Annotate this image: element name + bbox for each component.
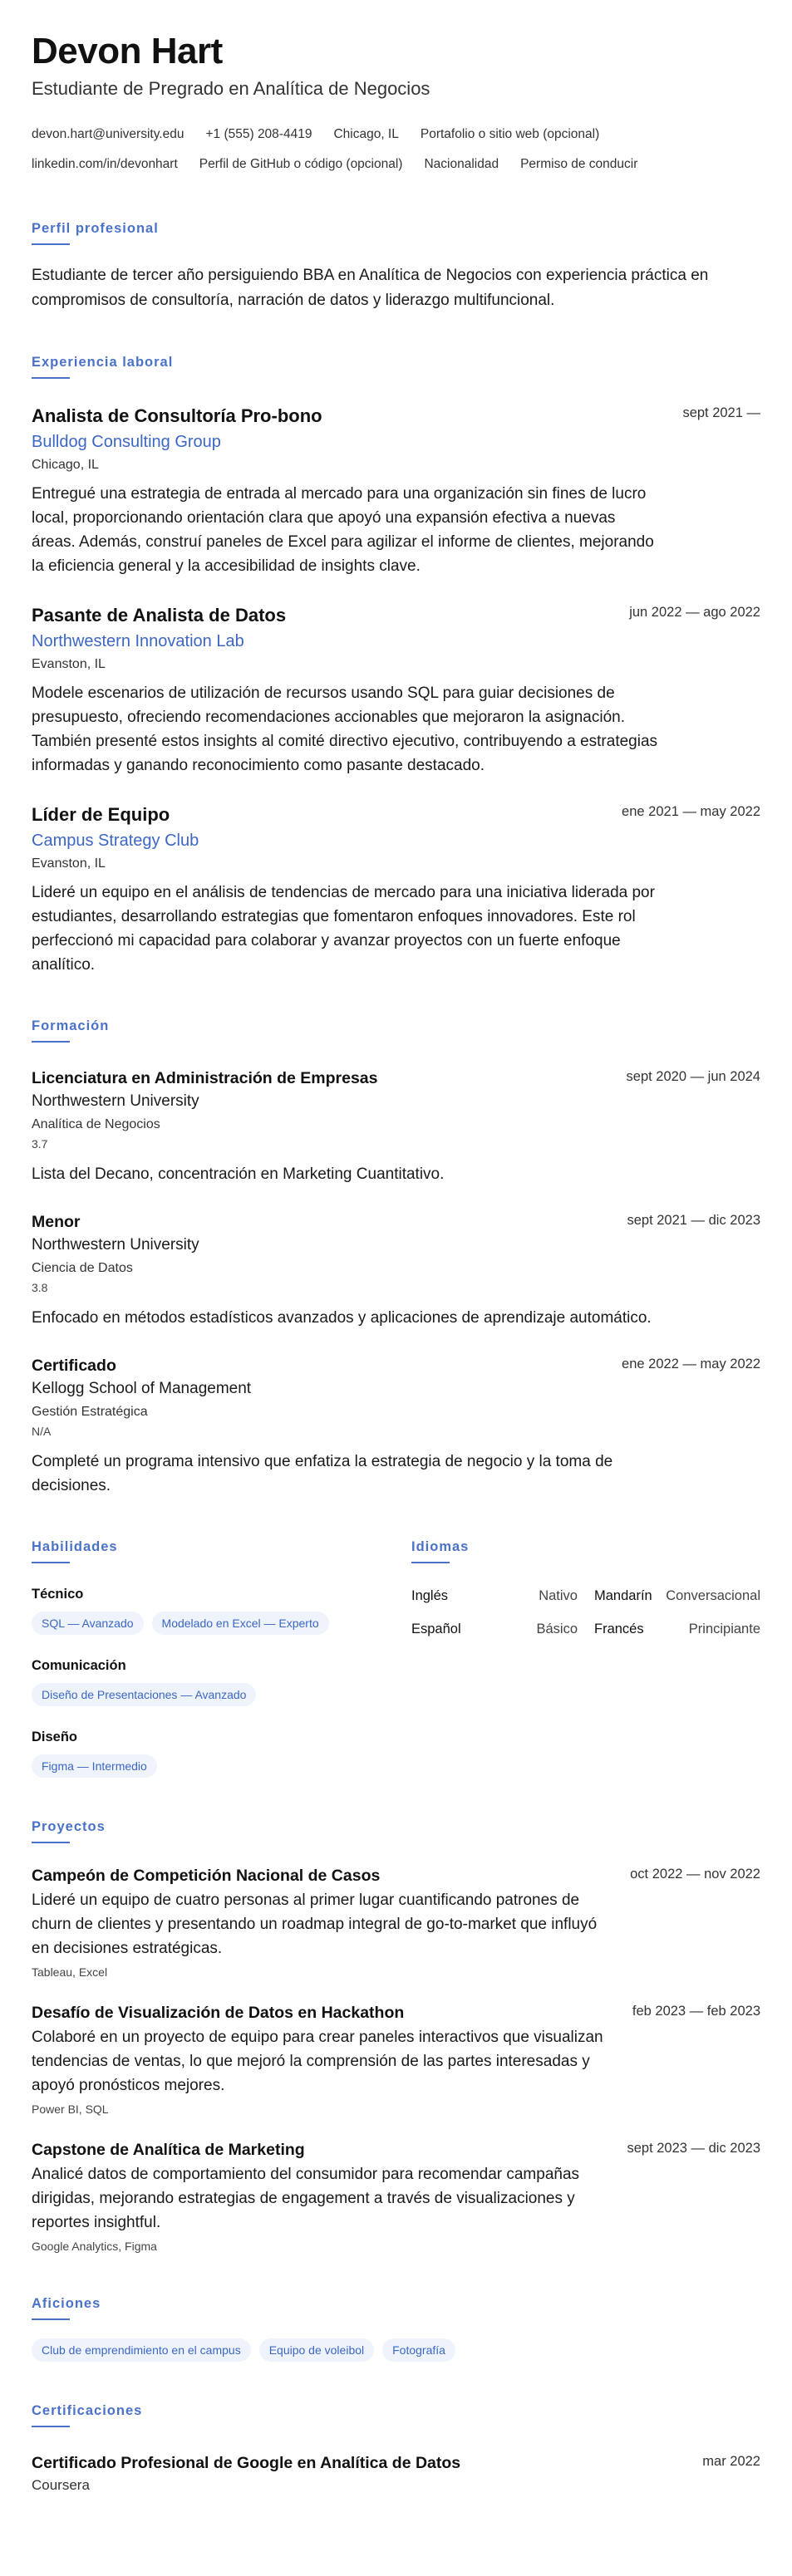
summary-section — [32, 219, 760, 313]
skills-section — [32, 1498, 411, 1778]
location-text: Chicago, IL — [333, 127, 399, 141]
job-location: Evanston, IL — [32, 856, 106, 871]
project-entry — [32, 2139, 760, 2255]
interest-chip: Fotografía — [382, 2338, 455, 2362]
portfolio-link[interactable]: Portafolio o sitio web (opcional) — [420, 127, 600, 141]
job-location: Chicago, IL — [32, 458, 99, 472]
email-link[interactable]: devon.hart@university.edu — [32, 127, 184, 141]
institution-name: Northwestern University — [32, 1236, 199, 1254]
gpa-score: N/A — [32, 1425, 52, 1438]
entry-date: oct 2022 — nov 2022 — [630, 1867, 760, 1882]
section-divider — [32, 1041, 70, 1043]
certifications-section — [32, 2402, 760, 2495]
study-area: Ciencia de Datos — [32, 1261, 133, 1275]
section-divider — [32, 2426, 70, 2427]
linkedin-link[interactable]: linkedin.com/in/devonhart — [32, 157, 178, 171]
languages-grid — [411, 1587, 760, 1638]
section-title: Perfil profesional — [32, 221, 159, 236]
language-name: Inglés — [411, 1588, 449, 1603]
project-entry — [32, 1865, 760, 1980]
skill-group-name: Técnico — [32, 1587, 84, 1602]
certification-issuer: Coursera — [32, 2477, 90, 2493]
language-item — [411, 1587, 578, 1605]
experience-section — [32, 353, 760, 977]
entry-date: sept 2020 — jun 2024 — [626, 1069, 760, 1084]
section-divider — [32, 2318, 70, 2320]
education-entry — [32, 1211, 760, 1330]
section-title: Experiencia laboral — [32, 355, 174, 370]
job-description: Entregué una estrategia de entrada al mercado para una organización sin fines de lucro local, proporcionando orientación clara que apoyó una expansión efectiva a nuevas áreas. Además, construí paneles de Excel para agilizar el informe de clientes, mejorando la eficiencia general y la accesibilidad de insights clave. — [32, 485, 654, 575]
company-name[interactable]: Bulldog Consulting Group — [32, 433, 221, 451]
section-title: Idiomas — [411, 1539, 470, 1554]
company-name[interactable]: Northwestern Innovation Lab — [32, 632, 244, 650]
entry-date: ene 2021 — may 2022 — [622, 804, 760, 819]
language-fluency: Básico — [536, 1622, 578, 1636]
project-description: Lideré un equipo de cuatro personas al primer lugar cuantificando patrones de churn de clientes y presentando un roadmap integral de go-to-market que influyó en decisiones estratégicas. — [32, 1892, 598, 1957]
project-title: Campeón de Competición Nacional de Casos — [32, 1867, 381, 1885]
section-divider — [32, 243, 70, 245]
summary-text: Estudiante de tercer año persiguiendo BBA en Analítica de Negocios con experiencia práctica en compromisos de consultoría, narración de datos y liderazgo multifuncional. — [32, 267, 709, 309]
section-title: Aficiones — [32, 2296, 101, 2311]
institution-name: Kellogg School of Management — [32, 1380, 252, 1397]
education-entry — [32, 1355, 760, 1498]
skill-group-name: Comunicación — [32, 1658, 126, 1673]
entry-date: feb 2023 — feb 2023 — [632, 2004, 760, 2019]
language-name: Mandarín — [594, 1588, 652, 1603]
skill-group — [32, 1585, 411, 1635]
section-title: Certificaciones — [32, 2403, 143, 2418]
project-title: Capstone de Analítica de Marketing — [32, 2141, 305, 2159]
company-name[interactable]: Campus Strategy Club — [32, 832, 199, 850]
education-description: Enfocado en métodos estadísticos avanzados y aplicaciones de aprendizaje automático. — [32, 1309, 652, 1327]
skill-chips — [32, 1612, 411, 1635]
contact-info — [32, 120, 760, 179]
section-title: Proyectos — [32, 1819, 106, 1834]
project-description: Colaboré en un proyecto de equipo para crear paneles interactivos que visualizan tendencias de ventas, lo que mejoró la comprensión de las partes interesadas y apoyó pronósticos mejores. — [32, 2029, 603, 2094]
skill-chip: SQL — Avanzado — [32, 1612, 144, 1635]
interests-section — [32, 2294, 760, 2362]
contact-row — [32, 120, 760, 150]
project-description: Analicé datos de comportamiento del consumidor para recomendar campañas dirigidas, mejorando estrategias de engagement a través de visualizaciones y reportes insightful. — [32, 2166, 580, 2231]
section-divider — [32, 1562, 70, 1563]
project-tools: Google Analytics, Figma — [32, 2240, 157, 2253]
entry-date: sept 2021 — dic 2023 — [627, 1213, 760, 1228]
language-fluency: Principiante — [688, 1622, 760, 1636]
github-link[interactable]: Perfil de GitHub o código (opcional) — [199, 157, 403, 171]
interest-chips — [32, 2338, 760, 2362]
skill-group — [32, 1728, 411, 1778]
language-item — [594, 1620, 760, 1638]
section-divider — [32, 1842, 70, 1843]
job-description: Modele escenarios de utilización de recursos usando SQL para guiar decisiones de presupuesto, ofreciendo recomendaciones accionables que mejoraron la asignación. También presenté estos insights al comité directivo ejecutivo, contribuyendo a estrategias informadas y ganando reconocimiento como pasante destacado. — [32, 684, 658, 774]
skill-chips — [32, 1683, 411, 1706]
candidate-name: Devon Hart — [32, 31, 223, 71]
institution-name: Northwestern University — [32, 1092, 199, 1110]
experience-entry — [32, 802, 760, 977]
skill-group-name: Diseño — [32, 1730, 78, 1744]
entry-date: mar 2022 — [702, 2454, 760, 2469]
skill-group — [32, 1656, 411, 1706]
degree-title: Licenciatura en Administración de Empresas — [32, 1069, 378, 1087]
degree-title: Certificado — [32, 1357, 116, 1375]
study-area: Analítica de Negocios — [32, 1117, 160, 1131]
section-divider — [411, 1562, 450, 1563]
education-description: Lista del Decano, concentración en Marketing Cuantitativo. — [32, 1165, 445, 1183]
study-area: Gestión Estratégica — [32, 1405, 148, 1419]
job-title: Analista de Consultoría Pro-bono — [32, 405, 322, 426]
interest-chip: Club de emprendimiento en el campus — [32, 2338, 251, 2362]
project-tools: Power BI, SQL — [32, 2103, 109, 2116]
language-item — [411, 1620, 578, 1638]
entry-date: ene 2022 — may 2022 — [622, 1357, 760, 1371]
interest-chip: Equipo de voleibol — [259, 2338, 374, 2362]
job-description: Lideré un equipo en el análisis de tendencias de mercado para una iniciativa liderada por estudiantes, desarrollando estrategias que fomentaron enfoques innovadores. Este rol perfeccionó mi capacidad para colaborar y avanzar proyectos con un fuerte enfoque analítico. — [32, 884, 655, 974]
language-name: Español — [411, 1622, 461, 1636]
job-title: Pasante de Analista de Datos — [32, 605, 287, 626]
certification-name: Certificado Profesional de Google en Analítica de Datos — [32, 2454, 461, 2472]
certification-entry — [32, 2452, 760, 2495]
skill-chip: Diseño de Presentaciones — Avanzado — [32, 1683, 256, 1706]
language-fluency: Conversacional — [666, 1588, 760, 1603]
education-section — [32, 1017, 760, 1498]
entry-date: sept 2023 — dic 2023 — [627, 2141, 760, 2156]
contact-row — [32, 150, 760, 179]
degree-title: Menor — [32, 1213, 81, 1231]
project-title: Desafío de Visualización de Datos en Hackathon — [32, 2004, 405, 2022]
phone-text: +1 (555) 208-4419 — [205, 127, 312, 141]
nationality-text: Nacionalidad — [424, 157, 499, 171]
skill-chip: Figma — Intermedio — [32, 1754, 157, 1778]
candidate-headline: Estudiante de Pregrado en Analítica de Negocios — [32, 78, 430, 99]
entry-date: sept 2021 — — [682, 405, 760, 420]
language-item — [594, 1587, 760, 1605]
driving-license-text: Permiso de conducir — [520, 157, 638, 171]
section-title: Formación — [32, 1018, 110, 1033]
projects-section — [32, 1818, 760, 2255]
gpa-score: 3.7 — [32, 1137, 48, 1151]
resume-header — [32, 30, 760, 179]
experience-entry — [32, 404, 760, 578]
language-name: Francés — [594, 1622, 644, 1636]
languages-section — [411, 1498, 760, 1778]
section-title: Habilidades — [32, 1539, 118, 1554]
entry-date: jun 2022 — ago 2022 — [629, 605, 760, 620]
job-location: Evanston, IL — [32, 657, 106, 671]
skill-chips — [32, 1754, 411, 1778]
education-description: Completé un programa intensivo que enfatiza la estrategia de negocio y la toma de decisiones. — [32, 1453, 613, 1494]
job-title: Líder de Equipo — [32, 804, 170, 825]
project-tools: Tableau, Excel — [32, 1965, 108, 1979]
section-divider — [32, 377, 70, 379]
skill-chip: Modelado en Excel — Experto — [152, 1612, 329, 1635]
education-entry — [32, 1067, 760, 1186]
experience-entry — [32, 603, 760, 778]
project-entry — [32, 2002, 760, 2117]
skills-languages-row — [32, 1498, 760, 1778]
language-fluency: Nativo — [539, 1588, 578, 1603]
gpa-score: 3.8 — [32, 1281, 48, 1294]
